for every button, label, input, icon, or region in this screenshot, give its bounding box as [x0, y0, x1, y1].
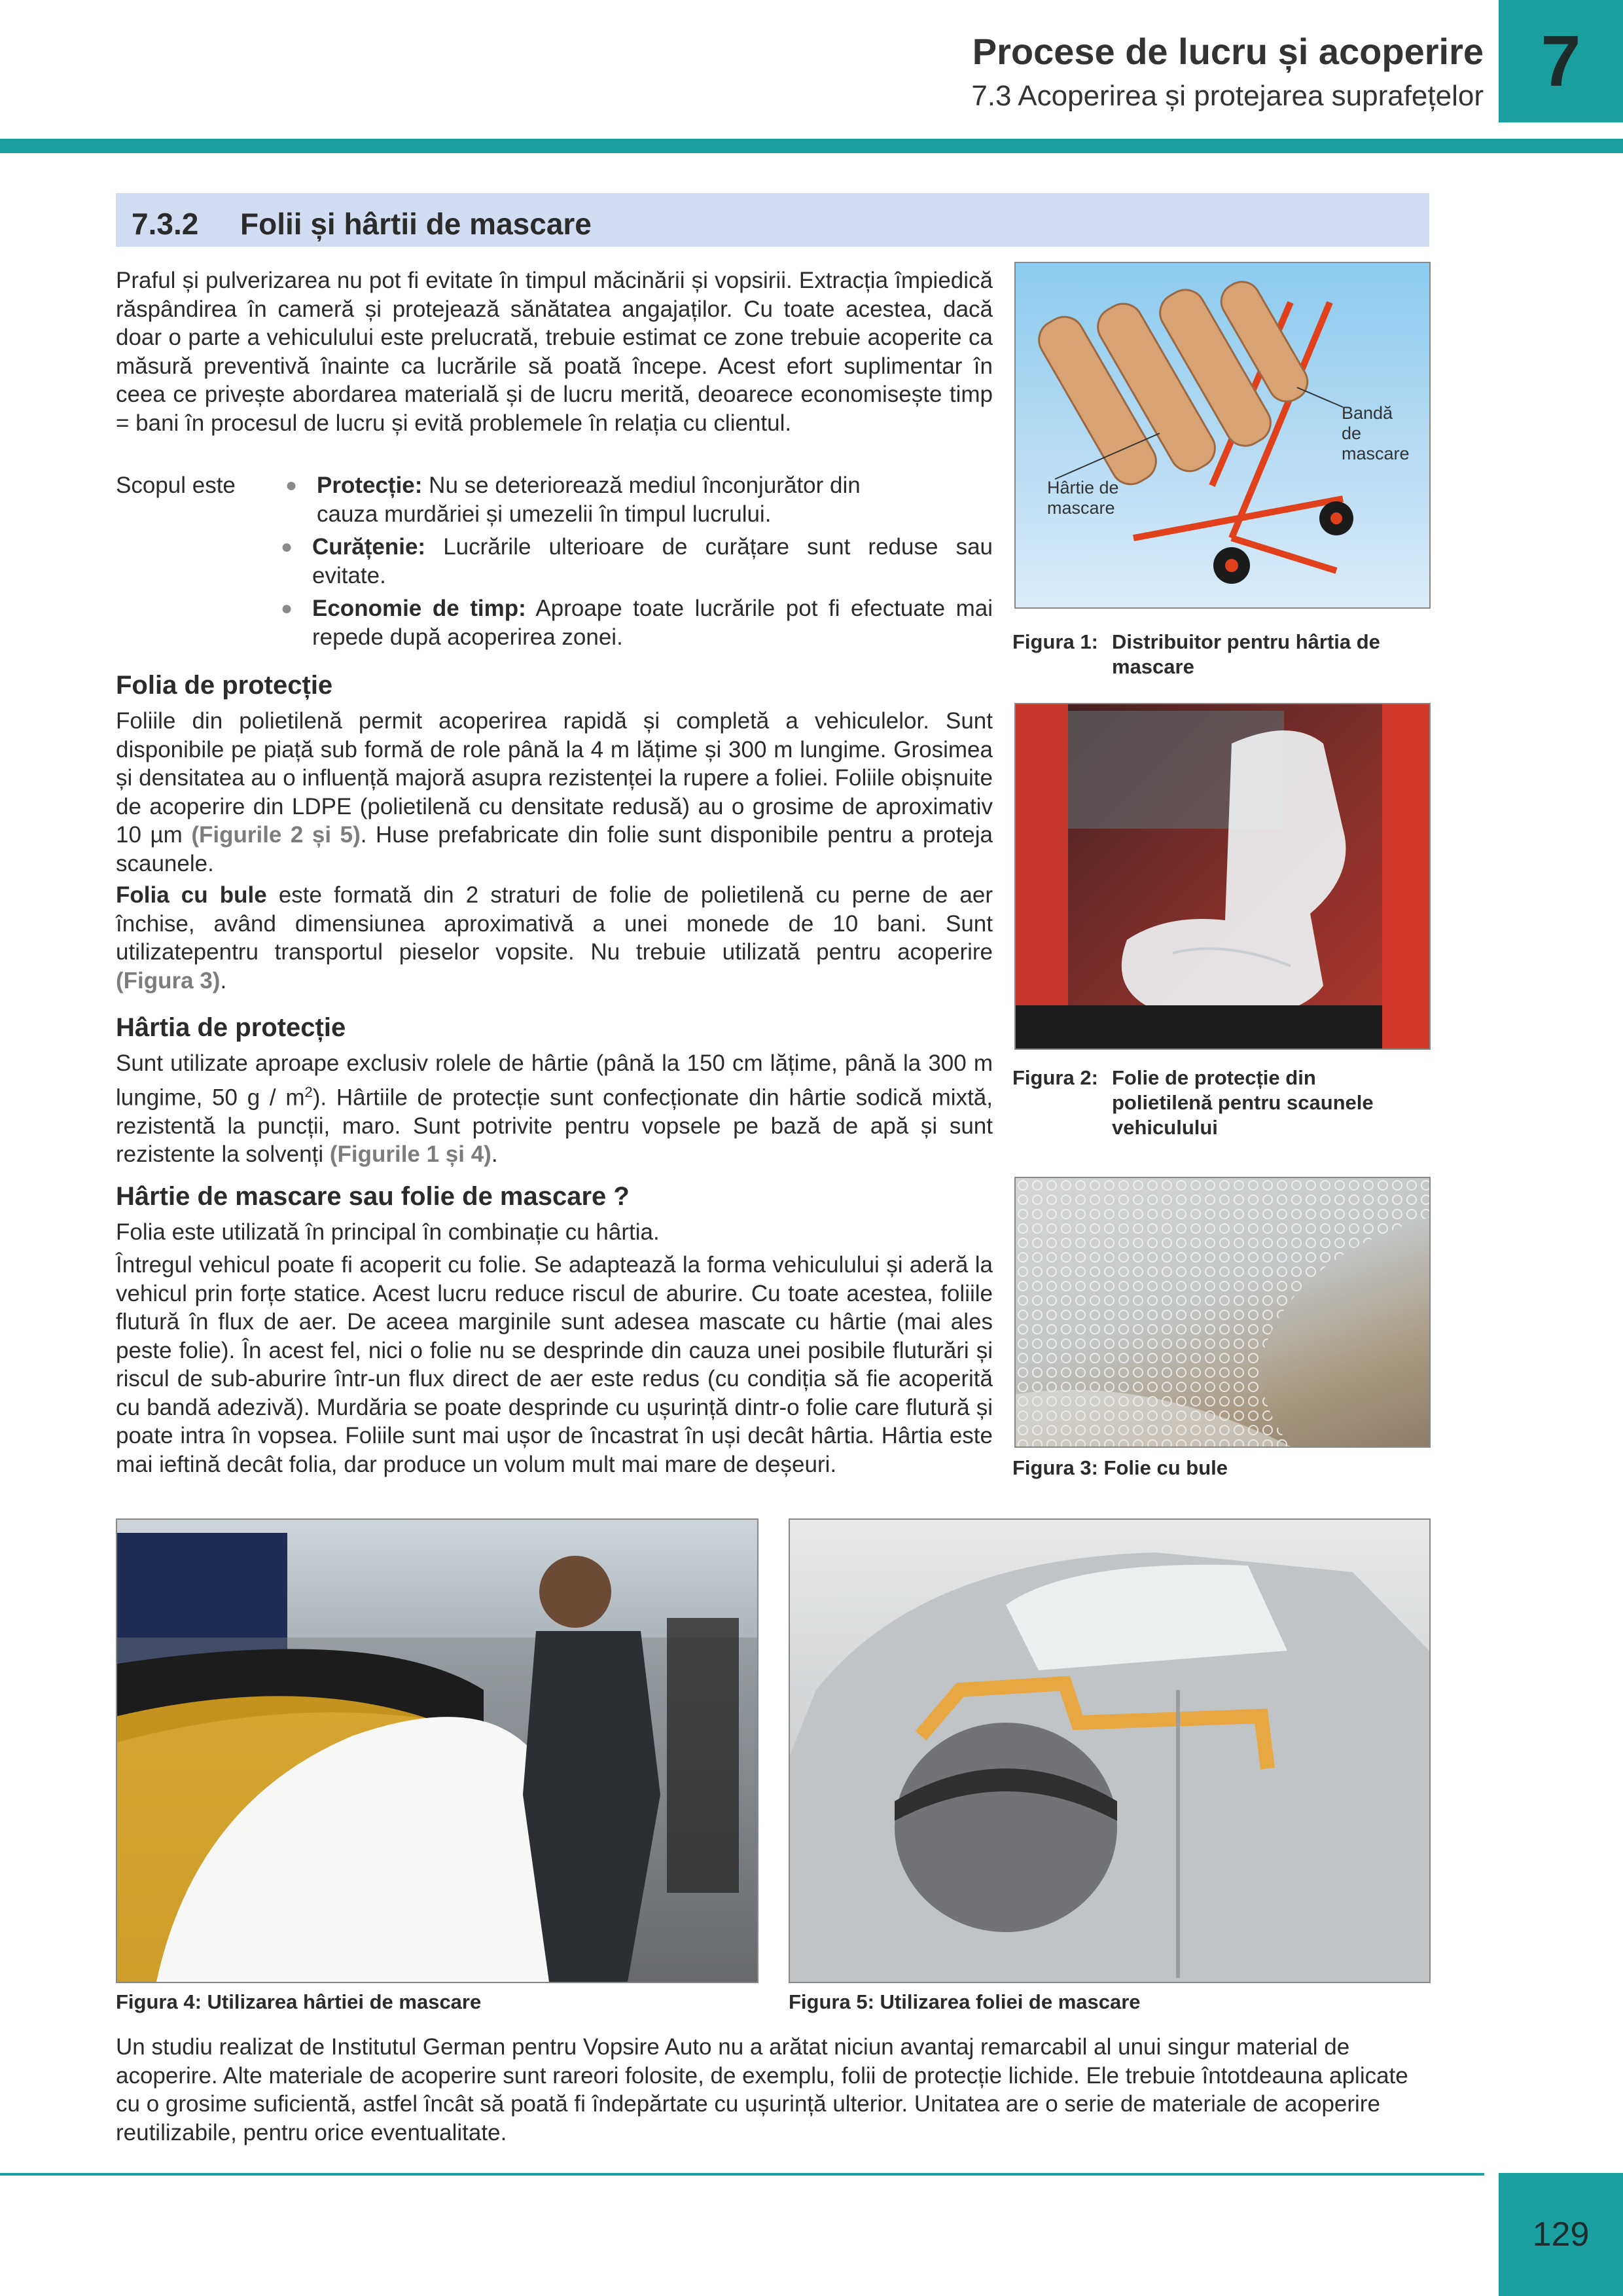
- bullet-dot-icon: ●: [281, 536, 293, 558]
- conclusion-paragraph: Un studiu realizat de Institutul German pentru Vopsire Auto nu a arătat niciun avantaj remarcabil al unui singur material de acoperire. Alte materiale de acoperire sunt rareori folosite, de exemplu, folii de protecție lichide. Ele trebuie întotdeauna aplicate cu o grosime suficientă, astfel încât să poată fi îndepărtate cu ușurință ulterior. Unitatea are o serie de materiale de acoperire reutilizabile, pentru orice eventualitate.: [116, 2034, 1408, 2145]
- page-number: 129: [1499, 2173, 1623, 2296]
- bullet-term: Protecție:: [317, 473, 423, 498]
- figure-1-caption: Figura 1: Distribuitor pentru hârtia de mascare: [1012, 630, 1380, 678]
- figure-3-caption: Figura 3: Folie cu bule: [1012, 1456, 1228, 1479]
- callout-masking-paper: Hârtie de mascare: [1047, 478, 1119, 518]
- bullet-dot-icon: ●: [281, 598, 293, 619]
- protective-foil-paragraph: Foliile din polietilenă permit acoperirea rapidă și completă a vehiculelor. Sunt disponibile pe piață sub formă de role până la 4 m lățime și 300 m lungime. Grosimea și densitatea au o influență majoră asupra rezistenței la rupere a foliei. Foliile obișnuite de acoperire din LDPE (polietilenă cu densitate redusă) au o grosime de aproximativ 10 µm (Figurile 2 și 5). Huse prefabricate din folie sunt disponibile pentru a proteja scaunele.: [116, 708, 993, 876]
- figure-1-image: [1014, 262, 1431, 609]
- figure-4-caption: Figura 4: Utilizarea hârtiei de mascare: [116, 1990, 482, 2013]
- intro-paragraph: Praful și pulverizarea nu pot fi evitate în timpul măcinării și vopsirii. Extracția împiedică răspândirea în cameră și protejează sănătatea angajaților. Cu toate acestea, dacă doar o parte a vehiculului este prelucrată, trebuie estimat ce zone trebuie acoperite ca măsură preventivă înainte ca lucrările să poată începe. Acest efort suplimentar în ceea ce privește abordarea materială și de lucru merită, deoarece economisește timp = bani în procesul de lucru și evită problemele în relația cu clientul.: [116, 268, 993, 436]
- bullet-text: Nu se deteriorează mediul înconjurător din cauza murdăriei și umezelii în timpul lucrului.: [317, 473, 861, 527]
- bullet-dot-icon: ●: [285, 475, 298, 496]
- chapter-subtitle: 7.3 Acoperirea și protejarea suprafețelor: [971, 80, 1484, 112]
- bullet-time-saving: [281, 594, 993, 651]
- protective-paper-paragraph: Sunt utilizate aproape exclusiv rolele de hârtie (până la 150 cm lățime, până la 300 m lungime, 50 g / $m^2$). Hârtiile de protecție sunt confecționate din hârtie sodică mixtă, rezistentă la puncții, maro. Sunt potrivite pentru vopsele pe bază de apă și sunt rezistente la solvenți (Figurile 1 și 4).: [116, 1050, 993, 1168]
- heading-protective-foil: Folia de protecție: [116, 671, 333, 700]
- bullet-text: Lucrările ulterioare de curățare sunt reduse sau evitate.: [312, 534, 993, 588]
- section-title: Folii și hârtii de mascare: [240, 207, 592, 241]
- chapter-number: 7: [1499, 0, 1623, 122]
- bullet-text: Aproape toate lucrările pot fi efectuate mai repede după acoperirea zonei.: [312, 596, 993, 650]
- header-rule: [0, 139, 1623, 153]
- chapter-title: Procese de lucru și acoperire: [972, 31, 1484, 72]
- footer-rule: [0, 2173, 1484, 2176]
- purpose-label: Scopul este: [116, 473, 236, 498]
- figure-reference: (Figurile 2 și 5): [191, 822, 361, 848]
- figure-2-caption: Figura 2: Folie de protecție din polietilenă pentru scaunele vehiculului: [1012, 1066, 1374, 1139]
- section-heading: [116, 193, 1429, 247]
- figure-4-image: [116, 1518, 758, 1983]
- figure-reference: (Figurile 1 și 4): [329, 1141, 491, 1168]
- figure-3-image: [1014, 1177, 1431, 1448]
- bullet-term: Curățenie:: [312, 534, 426, 560]
- bullet-protection: [285, 471, 919, 528]
- figure-5-caption: Figura 5: Utilizarea foliei de mascare: [789, 1990, 1141, 2013]
- section-number: 7.3.2: [132, 207, 199, 241]
- figure-reference: (Figura 3): [116, 967, 221, 994]
- bubble-foil-paragraph: Folia cu bule este formată din 2 straturi de folie de polietilenă cu perne de aer închise, având dimensiunea aproximativă a unei monede de 10 bani. Sunt utilizatepentru transportul pieselor vopsite. Nu trebuie utilizată pentru acoperire (Figura 3).: [116, 882, 993, 994]
- figure-5-image: [789, 1518, 1431, 1983]
- heading-masking-choice: Hârtie de mascare sau folie de mascare ?: [116, 1182, 630, 1211]
- figure-2-image: [1014, 703, 1431, 1050]
- masking-paper-use-photo-illustration: [117, 1520, 757, 1982]
- masking-foil-use-photo-illustration: [790, 1520, 1429, 1982]
- bullet-term: Economie de timp:: [312, 596, 526, 621]
- bubble-wrap-photo-illustration: [1016, 1178, 1429, 1446]
- heading-protective-paper: Hârtia de protecție: [116, 1013, 346, 1042]
- masking-intro-paragraph: Folia este utilizată în principal în combinație cu hârtia.: [116, 1219, 660, 1245]
- masking-paragraph: Întregul vehicul poate fi acoperit cu folie. Se adaptează la forma vehiculului și aderă la vehicul prin forțe statice. Acest lucru reduce riscul de aburire. Cu toate acestea, foliile flutură în flux de aer. De aceea marginile sunt adesea mascate cu hârtie (mai ales peste folie). În acest fel, nici o folie nu se desprinde din cauza unei posibile fluturări și riscul de sub-aburire într-un flux direct de aer este redus (cu condiția să fie acoperită cu bandă adezivă). Murdăria se poate desprinde cu ușurință dintr-o folie care flutură și poate intra în vopsea. Foliile sunt mai ușor de încastrat în uși decât hârtia. Hârtia este mai ieftină decât folia, dar produce un volum mult mai mare de deșeuri.: [116, 1252, 993, 1477]
- seat-cover-photo-illustration: [1016, 704, 1429, 1049]
- callout-masking-tape: Bandă de mascare: [1342, 403, 1410, 463]
- bullet-cleanliness: [281, 533, 993, 590]
